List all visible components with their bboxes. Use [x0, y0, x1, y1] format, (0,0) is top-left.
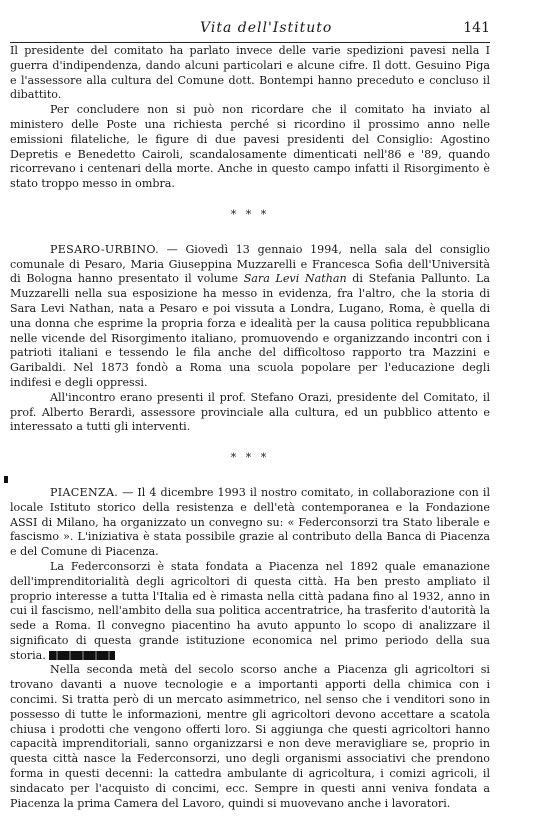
paragraph: Il presidente del comitato ha parlato invece delle varie spedizioni pavesi nella I guerra d'indipendenza, dando alcuni particolari e alcune cifre. Il dott. Gesuino Piga e l'assessore alla cultura del Comune dott. Bontempi hanno preceduto e concluso il dibattito. — [10, 44, 490, 102]
book-title: Sara Levi Nathan — [243, 272, 347, 286]
paragraph-text: — Giovedì 13 gennaio 1994, nella sala del consiglio comunale di Pesaro, Maria Giuseppina Muzzarelli e Francesca Sofia dell'Università di Bologna hanno presentato il volume — [10, 242, 490, 286]
section-city: PIACENZA. — [50, 485, 119, 499]
paragraph-text: La Federconsorzi è stata fondata a Piacenza nel 1892 quale emanazione dell'imprenditorialità degli agricoltori di questa città. Ha ben presto ampliato il proprio interesse a tutta l'Italia ed è rimasta nella città padana fino al 1932, anno in cui il fascismo, nell'ambito della sua politica accentratrice, ha trasferito d'autorità la sede a Roma. Il convegno piacentino ha avuto appunto lo scopo di analizzare il significato di questa grande istituzione economica nel primo periodo della sua storia. — [10, 559, 490, 662]
paragraph: All'incontro erano presenti il prof. Stefano Orazi, presidente del Comitato, il prof. Alberto Berardi, assessore provinciale alla cultura, ed un pubblico attento e interessato a tutti gli interventi. — [10, 390, 490, 434]
paragraph-text: di Stefania Pallunto. La Muzzarelli nella sua esposizione ha messo in evidenza, fra l'altro, che la storia di Sara Levi Nathan, nata a Pesaro e poi vissuta a Londra, Lugano, Roma, è quella di una donna che esprime la propria forza e idealità per la causa politica repubblicana nelle vicende del Risorgimento italiano, promuovendo e organizzando incontri con i patrioti italiani e tessendo le fila anche del difficoltoso rapporto tra Mazzini e Garibaldi. Nel 1873 fondò a Roma una scuola popolare per l'educazione degli indifesi e degli oppressi. — [10, 272, 490, 389]
paragraph: Per concludere non si può non ricordare che il comitato ha inviato al ministero delle Poste una richiesta perché si ricordino il prossimo anno nelle emissioni filateliche, le figure di due pavesi presidenti del Consiglio: Agostino Depretis e Benedetto Cairoli, scandalosamente dimenticati nell'86 e '89, quando ricorrevano i centenari della morte. Anche in questo campo infatti il Risorgimento è stato troppo messo in ombra. — [10, 103, 490, 191]
paragraph: Nella seconda metà del secolo scorso anche a Piacenza gli agricoltori si trovano davanti a nuove tecnologie e a importanti apporti della chimica con i concimi. Si tratta però di un mercato asimmetrico, nel senso che i venditori sono in possesso di tutte le informazioni, mentre gli agricoltori devono accettare a scatola chiusa i prodotti che vengono offerti loro. Si aggiunga che questi agricoltori hanno capacità imprenditoriali, sanno organizzarsi e non deve meravigliare se, proprio in questa città nasce la Federconsorzi, uno degli organismi associativi che prendono forma in questi decenni: la cattedra ambulante di agricoltura, i comizi agricoli, il sindacato per l'acquisto di concimi, ecc. Sempre in questi anni veniva fondata a Piacenza la prima Camera del Lavoro, quindi si muovevano anche i lavoratori. — [10, 663, 490, 810]
margin-mark — [4, 476, 8, 483]
section-city: PESARO-URBINO. — [50, 242, 159, 256]
paragraph — [10, 243, 490, 391]
section-separator: * * * — [230, 451, 270, 465]
paragraph — [10, 560, 490, 664]
header-title: Vita dell'Istituto — [200, 20, 333, 36]
paragraph — [10, 486, 490, 560]
ink-blot — [49, 651, 115, 660]
paragraph-text: — Il 4 dicembre 1993 il nostro comitato, in collaborazione con il locale Istituto storico della resistenza e dell'età contemporanea e la Fondazione ASSI di Milano, ha organizzato un convegno su: « Federconsorzi tra Stato liberale e fascismo ». L'iniziativa è stata possibile grazie al contributo della Banca di Piacenza e del Comune di Piacenza. — [10, 485, 490, 559]
document-body — [10, 44, 490, 811]
section-separator: * * * — [230, 207, 270, 221]
running-header — [10, 14, 490, 43]
page-number: 141 — [463, 20, 490, 36]
